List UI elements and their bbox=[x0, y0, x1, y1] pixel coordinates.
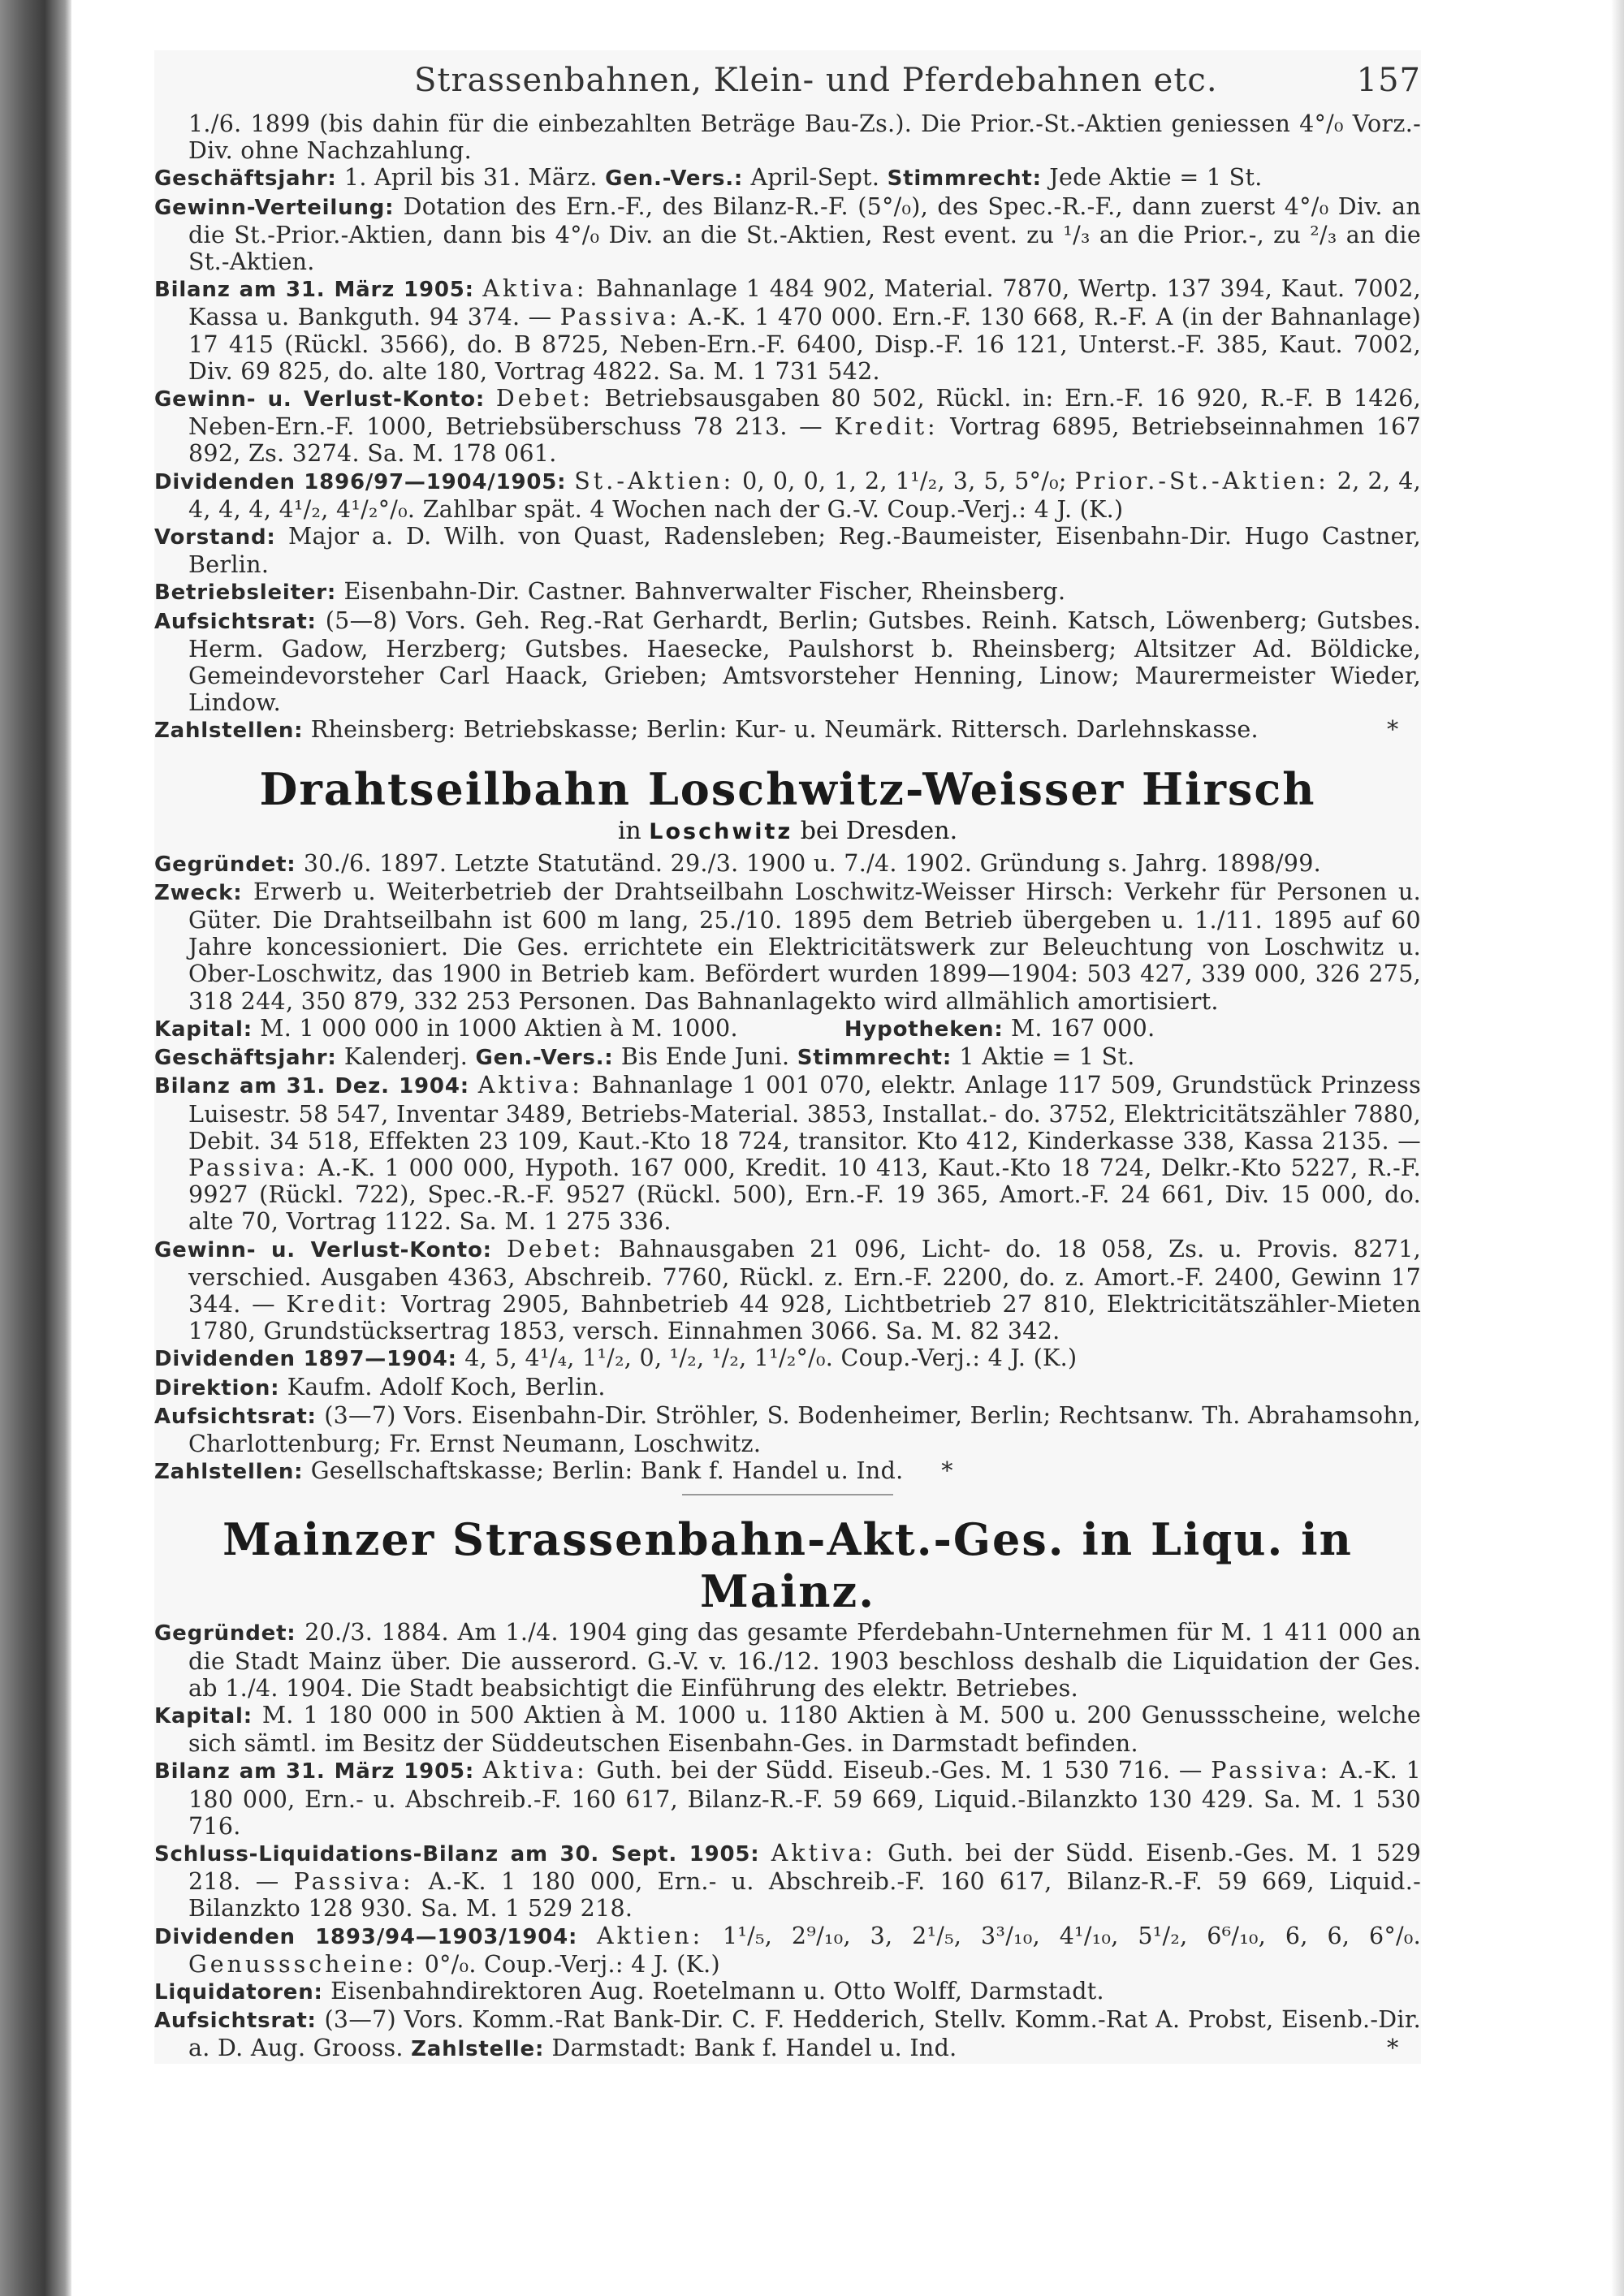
label-betriebsleiter: Betriebsleiter: bbox=[154, 580, 337, 606]
value-debet: Betriebsausgaben 80 502, Rückl. in: Ern.-F. 16 920, R.-F. B 1426, Neben-Ern.-F. 1000, Betriebsüberschuss 78 213. — bbox=[188, 385, 1422, 441]
location-suffix: bei Dresden. bbox=[800, 816, 958, 845]
paragraph-dividenden bbox=[154, 1923, 1421, 1978]
paragraph-gewinn-verlust bbox=[154, 385, 1421, 468]
value-gen-vers: April-Sept. bbox=[750, 164, 880, 192]
label-dividenden: Dividenden 1897—1904: bbox=[154, 1347, 457, 1372]
label-gen-vers: Gen.-Vers.: bbox=[605, 166, 744, 192]
label-aktiva: Aktiva: bbox=[482, 1757, 588, 1785]
value-aktiva: Guth. bei der Südd. Eisenb.-Ges. M. 1 529 218. — bbox=[188, 1839, 1422, 1896]
label-passiva: Passiva: bbox=[293, 1868, 414, 1896]
value-gegruendet: 20./3. 1884. Am 1./4. 1904 ging das gesamte Pferdebahn-Unternehmen für M. 1 411 000 an die Stadt Mainz über. Die ausserord. G.-V. v. 16./12. 1903 beschloss deshalb die Liquidation der Ges. ab 1./4. 1904. Die Stadt beabsichtigt die Einführung des elektr. Betriebes. bbox=[188, 1619, 1422, 1702]
value-kapital: M. 1 000 000 in 1000 Aktien à M. 1000. bbox=[260, 1014, 738, 1042]
location-prefix: in bbox=[617, 816, 641, 845]
label-schluss-liquidations-bilanz: Schluss-Liquidations-Bilanz am 30. Sept. 1905: bbox=[154, 1841, 760, 1867]
section-drahtseilbahn bbox=[154, 850, 1421, 1487]
company-location bbox=[154, 817, 1421, 847]
scan-right-edge bbox=[1611, 0, 1624, 2296]
paragraph-betriebsleiter bbox=[154, 578, 1421, 606]
label-gegruendet: Gegründet: bbox=[154, 852, 296, 877]
value-passiva: A.-K. 1 470 000. Ern.-F. 130 668, R.-F. A (in der Bahnanlage) 17 415 (Rückl. 3566), do. B 8725, Neben-Ern.-F. 6400, Disp.-F. 16 121, Unterst.-F. 385, Kaut. 7002, Div. 69 825, do. alte 180, Vortrag 4822. Sa. M. 1 731 542. bbox=[188, 304, 1422, 385]
value-passiva: A.-K. 1 180 000, Ern.- u. Abschreib.-F. 160 617, Bilanz-R.-F. 59 669, Liquid.-Bilanzkto 128 930. Sa. M. 1 529 218. bbox=[188, 1868, 1421, 1923]
label-genussscheine: Genussscheine: bbox=[188, 1950, 417, 1978]
paragraph-prior-aktien: 1./6. 1899 (bis dahin für die einbezahlten Beträge Bau-Zs.). Die Prior.-St.-Aktien geniessen 4°/₀ Vorz.-Div. ohne Nachzahlung. bbox=[188, 110, 1421, 165]
paragraph-dividenden bbox=[154, 468, 1421, 523]
value-aktiva: Bahnanlage 1 001 070, elektr. Anlage 117 509, Grundstück Prinzess Luisestr. 58 547, Inventar 3489, Betriebs-Material. 3853, Installat.- do. 3752, Elektricitätszähler 7880, Debit. 34 518, Effekten 23 109, Kaut.-Kto 18 724, transitor. Kto 412, Kinderkasse 338, Kassa 2135. — bbox=[188, 1072, 1421, 1154]
scan-binding-edge bbox=[0, 0, 71, 2296]
value-aktien: 1¹/₅, 2⁹/₁₀, 3, 2¹/₅, 3³/₁₀, 4¹/₁₀, 5¹/₂, 6⁶/₁₀, 6, 6, 6°/₀. bbox=[723, 1922, 1422, 1949]
paragraph-gegruendet bbox=[154, 1619, 1421, 1702]
value-zahlstellen: Gesellschaftskasse; Berlin: Bank f. Handel u. Ind. bbox=[310, 1457, 904, 1485]
value-stimmrecht: 1 Aktie = 1 St. bbox=[959, 1043, 1135, 1071]
page bbox=[154, 50, 1421, 2064]
label-aktiva: Aktiva: bbox=[482, 275, 588, 303]
running-title: Strassenbahnen, Klein- und Pferdebahnen etc. bbox=[414, 62, 1218, 99]
value-hypotheken: M. 167 000. bbox=[1010, 1014, 1155, 1042]
value-passiva: A.-K. 1 180 000, Ern.- u. Abschreib.-F. 160 617, Bilanz-R.-F. 59 669, Liquid.-Bilanzkto 130 429. Sa. M. 1 530 716. bbox=[188, 1757, 1422, 1840]
paragraph-aufsichtsrat bbox=[154, 607, 1421, 717]
value-gegruendet: 30./6. 1897. Letzte Statutänd. 29./3. 1900 u. 7./4. 1902. Gründung s. Jahrg. 1898/99. bbox=[303, 849, 1322, 877]
paragraph-zahlstellen: Zahlstellen: Rheinsberg: Betriebskasse; Berlin: Kur- u. Neumärk. Rittersch. Darlehnskasse. * bbox=[154, 716, 1399, 744]
running-header bbox=[154, 50, 1421, 110]
label-aufsichtsrat: Aufsichtsrat: bbox=[154, 609, 317, 634]
label-bilanz: Bilanz am 31. März 1905: bbox=[154, 278, 474, 303]
value-genussscheine: 0°/₀. Coup.-Verj.: 4 J. (K.) bbox=[424, 1950, 720, 1978]
label-st-aktien: St.-Aktien: bbox=[574, 467, 735, 494]
paragraph-zahlstellen bbox=[154, 1457, 1421, 1486]
label-geschaeftsjahr: Geschäftsjahr: bbox=[154, 1046, 337, 1071]
label-stimmrecht: Stimmrecht: bbox=[887, 166, 1042, 192]
label-aktiva: Aktiva: bbox=[771, 1839, 876, 1867]
paragraph-geschaeftsjahr bbox=[154, 1043, 1421, 1072]
value-aktiva: Bahnanlage 1 484 902, Material. 7870, Wertp. 137 394, Kaut. 7002, Kassa u. Bankguth. 94 374. — bbox=[188, 275, 1421, 331]
value-aufsichtsrat: (5—8) Vors. Geh. Reg.-Rat Gerhardt, Berlin; Gutsbes. Reinh. Katsch, Löwenberg; Gutsbes. Herm. Gadow, Herzberg; Gutsbes. Haesecke, Paulshorst b. Rheinsberg; Altsitzer Ad. Böldicke, Gemeindevorsteher Carl Haack, Grieben; Amtsvorsteher Henning, Linow; Maurermeister Wieder, Lindow. bbox=[188, 606, 1421, 717]
label-bilanz: Bilanz am 31. Dez. 1904: bbox=[154, 1074, 469, 1099]
label-passiva: Passiva: bbox=[188, 1154, 309, 1181]
label-hypotheken: Hypotheken: bbox=[844, 1016, 1004, 1042]
label-geschaeftsjahr: Geschäftsjahr: bbox=[154, 166, 337, 192]
paragraph-direktion bbox=[154, 1374, 1421, 1402]
label-debet: Debet: bbox=[495, 385, 594, 412]
value-vorstand: Major a. D. Wilh. von Quast, Radensleben; Reg.-Baumeister, Eisenbahn-Dir. Hugo Castner, Berlin. bbox=[188, 523, 1421, 579]
value-aufsichtsrat: (3—7) Vors. Komm.-Rat Bank-Dir. C. F. Hedderich, Stellv. Komm.-Rat A. Probst, Eisenb.-Dir. a. D. Aug. Grooss. bbox=[188, 2006, 1421, 2062]
value-kredit: Vortrag 6895, Betriebseinnahmen 167 892, Zs. 3274. Sa. M. 178 061. bbox=[188, 413, 1422, 468]
label-gewinn-verlust: Gewinn- u. Verlust-Konto: bbox=[154, 387, 486, 412]
paragraph-dividenden bbox=[154, 1344, 1421, 1373]
value-kredit: Vortrag 2905, Bahnbetrieb 44 928, Lichtbetrieb 27 810, Elektricitätszähler-Mieten 1780, Grundstücksertrag 1853, versch. Einnahmen 3066. Sa. M. 82 342. bbox=[188, 1290, 1421, 1345]
value-liquidatoren: Eisenbahndirektoren Aug. Roetelmann u. Otto Wolff, Darmstadt. bbox=[330, 1977, 1104, 2005]
page-number: 157 bbox=[1356, 62, 1421, 99]
label-kredit: Kredit: bbox=[286, 1290, 391, 1318]
paragraph-bilanz bbox=[154, 1757, 1421, 1840]
label-gewinn-verteilung: Gewinn-Verteilung: bbox=[154, 195, 395, 220]
label-gen-vers: Gen.-Vers.: bbox=[475, 1046, 614, 1071]
value-st-aktien: 0, 0, 0, 1, 2, 1¹/₂, 3, 5, 5°/₀; bbox=[742, 467, 1067, 494]
value-stimmrecht: Jede Aktie = 1 St. bbox=[1049, 164, 1263, 192]
paragraph-gewinn-verteilung bbox=[154, 193, 1421, 276]
paragraph-gegruendet bbox=[154, 850, 1421, 878]
label-aktien: Aktien: bbox=[596, 1922, 704, 1949]
label-zahlstellen: Zahlstellen: bbox=[154, 1460, 304, 1485]
paragraph-geschaeftsjahr bbox=[154, 164, 1421, 192]
section-mainzer bbox=[154, 1619, 1421, 2063]
label-gegruendet: Gegründet: bbox=[154, 1621, 296, 1646]
company-title-mainzer: Mainzer Strassenbahn-Akt.-Ges. in Liqu. in Mainz. bbox=[222, 1513, 1353, 1618]
section-divider bbox=[682, 1494, 893, 1495]
value-gewinn-verteilung: Dotation des Ern.-F., des Bilanz-R.-F. (5°/₀), des Spec.-R.-F., dann zuerst 4°/₀ Div. an die St.-Prior.-Aktien, dann bis 4°/₀ Div. an die St.-Aktien, Rest event. zu ¹/₃ an die Prior.-, zu ²/₃ an die St.-Aktien. bbox=[188, 192, 1422, 276]
label-aktiva: Aktiva: bbox=[477, 1072, 583, 1099]
paragraph-bilanz bbox=[154, 275, 1421, 385]
label-liquidatoren: Liquidatoren: bbox=[154, 1979, 323, 2005]
label-zahlstellen: Zahlstellen: bbox=[154, 719, 304, 744]
value-zahlstellen: Rheinsberg: Betriebskasse; Berlin: Kur- u. Neumärk. Rittersch. Darlehnskasse. bbox=[310, 716, 1259, 744]
label-kapital: Kapital: bbox=[154, 1016, 253, 1042]
value-geschaeftsjahr: Kalenderj. bbox=[343, 1043, 469, 1071]
value-prior-st-aktien: 2, 2, 4, 4, 4, 4, 4¹/₂, 4¹/₂°/₀. Zahlbar spät. 4 Wochen nach der G.-V. Coup.-Verj.: 4 J. (K.) bbox=[188, 467, 1422, 523]
label-kapital: Kapital: bbox=[154, 1703, 253, 1728]
paragraph-vorstand bbox=[154, 523, 1421, 578]
label-passiva: Passiva: bbox=[1211, 1757, 1332, 1785]
company-title-drahtseilbahn: Drahtseilbahn Loschwitz-Weisser Hirsch bbox=[259, 762, 1316, 815]
location-city: Loschwitz bbox=[649, 818, 793, 844]
value-betriebsleiter: Eisenbahn-Dir. Castner. Bahnverwalter Fischer, Rheinsberg. bbox=[343, 578, 1066, 606]
section-continued-entry bbox=[154, 110, 1421, 745]
paragraph-aufsichtsrat: Aufsichtsrat: (3—7) Vors. Komm.-Rat Bank-Dir. C. F. Hedderich, Stellv. Komm.-Rat A. Probst, Eisenb.-Dir. a. D. Aug. Grooss. Zahlstelle: Darmstadt: Bank f. Handel u. Ind. * bbox=[154, 2006, 1421, 2062]
value-kapital: M. 1 180 000 in 500 Aktien à M. 1000 u. 1180 Aktien à M. 500 u. 200 Genussscheine, welche sich sämtl. im Besitz der Süddeutschen Eisenbahn-Ges. in Darmstadt befinden. bbox=[188, 1701, 1422, 1758]
paragraph-gewinn-verlust bbox=[154, 1236, 1421, 1345]
value-zahlstelle: Darmstadt: Bank f. Handel u. Ind. bbox=[551, 2035, 957, 2062]
value-aufsichtsrat: (3—7) Vors. Eisenbahn-Dir. Ströhler, S. Bodenheimer, Berlin; Rechtsanw. Th. Abrahamsohn, Charlottenburg; Fr. Ernst Neumann, Loschwitz. bbox=[188, 1401, 1422, 1457]
label-zahlstelle: Zahlstelle: bbox=[411, 2037, 545, 2062]
label-vorstand: Vorstand: bbox=[154, 525, 276, 550]
paragraph-schluss-liquidations-bilanz bbox=[154, 1840, 1421, 1923]
value-aktiva: Guth. bei der Südd. Eiseub.-Ges. M. 1 530 716. — bbox=[596, 1757, 1203, 1785]
value-dividenden: 4, 5, 4¹/₄, 1¹/₂, 0, ¹/₂, ¹/₂, 1¹/₂°/₀. Coup.-Verj.: 4 J. (K.) bbox=[464, 1344, 1078, 1372]
value-geschaeftsjahr: 1. April bis 31. März. bbox=[343, 164, 598, 192]
label-aufsichtsrat: Aufsichtsrat: bbox=[154, 2009, 317, 2034]
label-passiva: Passiva: bbox=[559, 304, 680, 331]
label-dividenden: Dividenden 1893/94—1903/1904: bbox=[154, 1924, 578, 1949]
label-aufsichtsrat: Aufsichtsrat: bbox=[154, 1404, 317, 1429]
value-passiva: A.-K. 1 000 000, Hypoth. 167 000, Kredit. 10 413, Kaut.-Kto 18 724, Delkr.-Kto 5227, R.-F. 9927 (Rückl. 722), Spec.-R.-F. 9527 (Rückl. 500), Ern.-F. 19 365, Amort.-F. 24 661, Div. 15 000, do. alte 70, Vortrag 1122. Sa. M. 1 275 336. bbox=[188, 1154, 1421, 1236]
label-debet: Debet: bbox=[506, 1235, 604, 1262]
label-zweck: Zweck: bbox=[154, 880, 243, 905]
label-direktion: Direktion: bbox=[154, 1375, 280, 1400]
label-bilanz: Bilanz am 31. März 1905: bbox=[154, 1759, 475, 1785]
label-stimmrecht: Stimmrecht: bbox=[797, 1046, 952, 1071]
label-prior-st-aktien: Prior.-St.-Aktien: bbox=[1074, 467, 1329, 494]
paragraph-liquidatoren bbox=[154, 1978, 1421, 2006]
value-zweck: Erwerb u. Weiterbetrieb der Drahtseilbahn Loschwitz-Weisser Hirsch: Verkehr für Personen u. Güter. Die Drahtseilbahn ist 600 m lang, 25./10. 1895 dem Betrieb übergeben u. 1./11. 1895 auf 60 Jahre koncessioniert. Die Ges. errichtete ein Elektricitätswerk zur Beleuchtung von Loschwitz u. Ober-Loschwitz, das 1900 in Betrieb kam. Befördert wurden 1899—1904: 503 427, 339 000, 326 275, 318 244, 350 879, 332 253 Personen. Das Bahnanlagekto wird allmählich amortisiert. bbox=[188, 878, 1421, 1015]
label-dividenden: Dividenden 1896/97—1904/1905: bbox=[154, 469, 567, 494]
paragraph-aufsichtsrat bbox=[154, 1402, 1421, 1457]
end-asterisk: * bbox=[941, 1457, 953, 1485]
label-gewinn-verlust: Gewinn- u. Verlust-Konto: bbox=[154, 1237, 492, 1262]
paragraph-kapital bbox=[154, 1015, 1421, 1043]
paragraph-zweck bbox=[154, 878, 1421, 1015]
paragraph-bilanz bbox=[154, 1072, 1421, 1235]
value-debet: Bahnausgaben 21 096, Licht- do. 18 058, Zs. u. Provis. 8271, verschied. Ausgaben 4363, Abschreib. 7760, Rückl. z. Ern.-F. 2200, do. z. Amort.-F. 2400, Gewinn 17 344. — bbox=[188, 1235, 1422, 1318]
value-direktion: Kaufm. Adolf Koch, Berlin. bbox=[287, 1373, 606, 1400]
value-gen-vers: Bis Ende Juni. bbox=[620, 1043, 790, 1071]
label-kredit: Kredit: bbox=[834, 413, 939, 441]
paragraph-kapital bbox=[154, 1702, 1421, 1757]
